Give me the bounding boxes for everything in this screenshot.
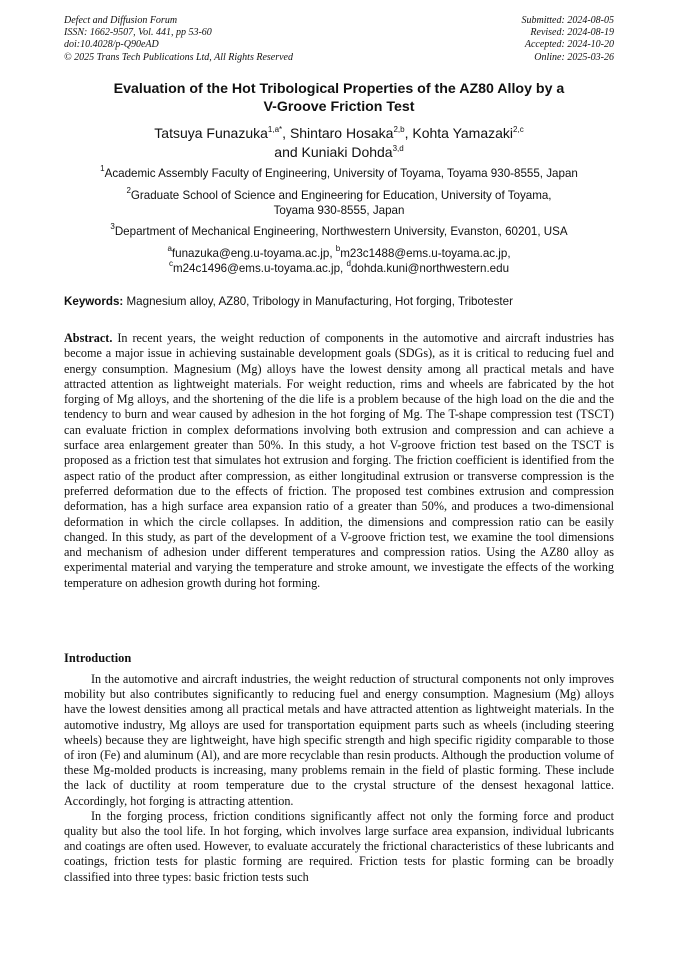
keywords-text: Magnesium alloy, AZ80, Tribology in Manufacturing, Hot forging, Tribotester (126, 295, 513, 308)
doi-line[interactable]: doi:10.4028/p-Q90eAD (64, 39, 159, 51)
email-sup: d (346, 258, 351, 268)
email-sup: c (168, 258, 173, 268)
issn-line: ISSN: 1662-9507, Vol. 441, pp 53-60 (64, 27, 212, 39)
author-name: Kohta Yamazaki (412, 125, 514, 141)
introduction-body (64, 672, 614, 885)
affiliation-text: Department of Mechanical Engineering, Northwestern University, Evanston, 60201, USA (114, 225, 568, 238)
author-connector: and (274, 144, 298, 160)
affiliation-sup: 2 (126, 186, 131, 195)
author-emails (64, 244, 614, 276)
authors-line-1: Tatsuya Funazuka$^{1,a*}$, Shintaro Hosaka$^{2,b}$, Kohta Yamazaki$^{2,c}$ (154, 125, 524, 141)
abstract-label: Abstract. (64, 331, 113, 345)
affiliation-3 (64, 222, 614, 240)
keywords-label: Keywords: (64, 295, 124, 308)
affiliation-1 (64, 164, 614, 182)
author-name: Shintaro Hosaka (289, 125, 394, 141)
author-name: Kuniaki Dohda (301, 144, 393, 160)
paragraph: In the automotive and aircraft industries, the weight reduction of structural components not only improves mobility but also contributes significantly to reducing fuel and energy consumption. Magnesium (Mg) alloys have the lowest densities among all practical metals and have attracted attention as lightweight materials. In the automotive industry, Mg alloys are used for transportation equipment parts such as wheels (including steering wheels) because they are lightweight, have high specific strength and high specific rigidity comparable to those of iron (Fe) and aluminum (Al), and are more recyclable than resin products. Although the production volume of these Mg-molded products is increasing, many problems remain in the field of plastic forming. These include the lack of ductility at room temperature due to the crystal structure of the densest hexagonal lattice. Accordingly, hot forging is attracting attention. (64, 672, 614, 808)
section-heading-introduction: Introduction (64, 651, 132, 665)
email-sup: b (335, 244, 341, 253)
online-date: Online: 2025-03-26 (534, 51, 614, 63)
email-link[interactable]: m24c1496@ems.u-toyama.ac.jp, (172, 261, 344, 275)
paragraph: In the forging process, friction conditions significantly affect not only the forming force and product quality but also the tool life. In hot forging, which involves large surface area expansion, individual lubricants and coatings are often used. However, to evaluate accurately the frictional characteristics of these lubricants and coatings, friction tests for plastic forming are required. Friction tests for plastic forming can be broadly classified into three types: basic friction tests such (64, 808, 614, 884)
journal-info (64, 15, 293, 64)
author-name: Tatsuya Funazuka (154, 125, 268, 141)
affiliation-sup: 1 (100, 164, 105, 173)
email-link[interactable]: dohda.kuni@northwestern.edu (350, 261, 510, 275)
copyright-line: © 2025 Trans Tech Publications Ltd, All Rights Reserved (64, 51, 293, 63)
affiliation-text: Graduate School of Science and Engineering for Education, University of Toyama, (130, 189, 552, 202)
affiliation-sup: 3 (110, 222, 115, 231)
paper-title (64, 80, 614, 116)
email-link[interactable]: m23c1488@ems.u-toyama.ac.jp, (340, 247, 511, 260)
keywords (64, 295, 614, 309)
accepted-date: Accepted: 2024-10-20 (524, 39, 614, 51)
publication-dates (522, 15, 615, 64)
abstract (64, 331, 614, 591)
title-line-2: V-Groove Friction Test (263, 99, 415, 115)
email-sup: a (167, 244, 172, 253)
affiliation-text: Toyama 930-8555, Japan (273, 203, 405, 217)
affiliation-2 (64, 186, 614, 218)
journal-name: Defect and Diffusion Forum (64, 15, 178, 26)
author-sup: 3,d (392, 144, 404, 153)
author-sup: 2,c (513, 125, 524, 134)
submitted-date: Submitted: 2024-08-05 (521, 15, 614, 26)
author-sup: 1,a* (267, 125, 283, 134)
email-link[interactable]: funazuka@eng.u-toyama.ac.jp, (171, 247, 333, 260)
revised-date: Revised: 2024-08-19 (530, 27, 614, 39)
author-sup: 2,b (393, 125, 405, 134)
author-list (64, 124, 614, 162)
affiliation-text: Academic Assembly Faculty of Engineering, University of Toyama, Toyama 930-8555, Japan (104, 167, 578, 180)
title-line-1: Evaluation of the Hot Tribological Properties of the AZ80 Alloy by a (113, 81, 565, 97)
abstract-text: In recent years, the weight reduction of components in the automotive and aircraft industries has become a major issue in achieving sustainable development goals (SDGs), as it is critical to reducing fuel and energy consumption. Magnesium (Mg) alloys have the lowest density among all practical metals and have attracted attention as lightweight materials. For weight reduction, rims and wheels are fabricated by the hot forging of Mg alloys, and the shortening of the die life is a problem because of the high load on the die and the tendency to burn and wear caused by adhesion in the hot forging of Mg. The T-shape compression test (TSCT) can evaluate friction in complex deformations involving both extrusion and compression and can achieve a surface area enlargement greater than 50%. In this study, a hot V-groove friction test based on the TSCT is proposed as a friction test that simulates hot extrusion and forging. The friction coefficient is identified from the aspect ratio of the product after compression, as either longitudinal extrusion or transverse compression is the preferred deformation due to the effects of friction. The proposed test combines extrusion and compression deformation, has a high surface area expansion ratio of a greater than 50%, and produces a two-dimensional deformation in which the circle collapses. In addition, the dimensions and compression ratio can be easily changed. In this study, as part of the development of a V-groove friction test, we examine the tool dimensions and mechanism of adhesion under different temperatures and compression ratios. Using the AZ80 alloy as experimental material and varying the temperature and stroke amount, we investigate the effects of the working temperature on adhesion growth during hot forming. (64, 331, 614, 590)
authors-line-2 (64, 143, 614, 162)
